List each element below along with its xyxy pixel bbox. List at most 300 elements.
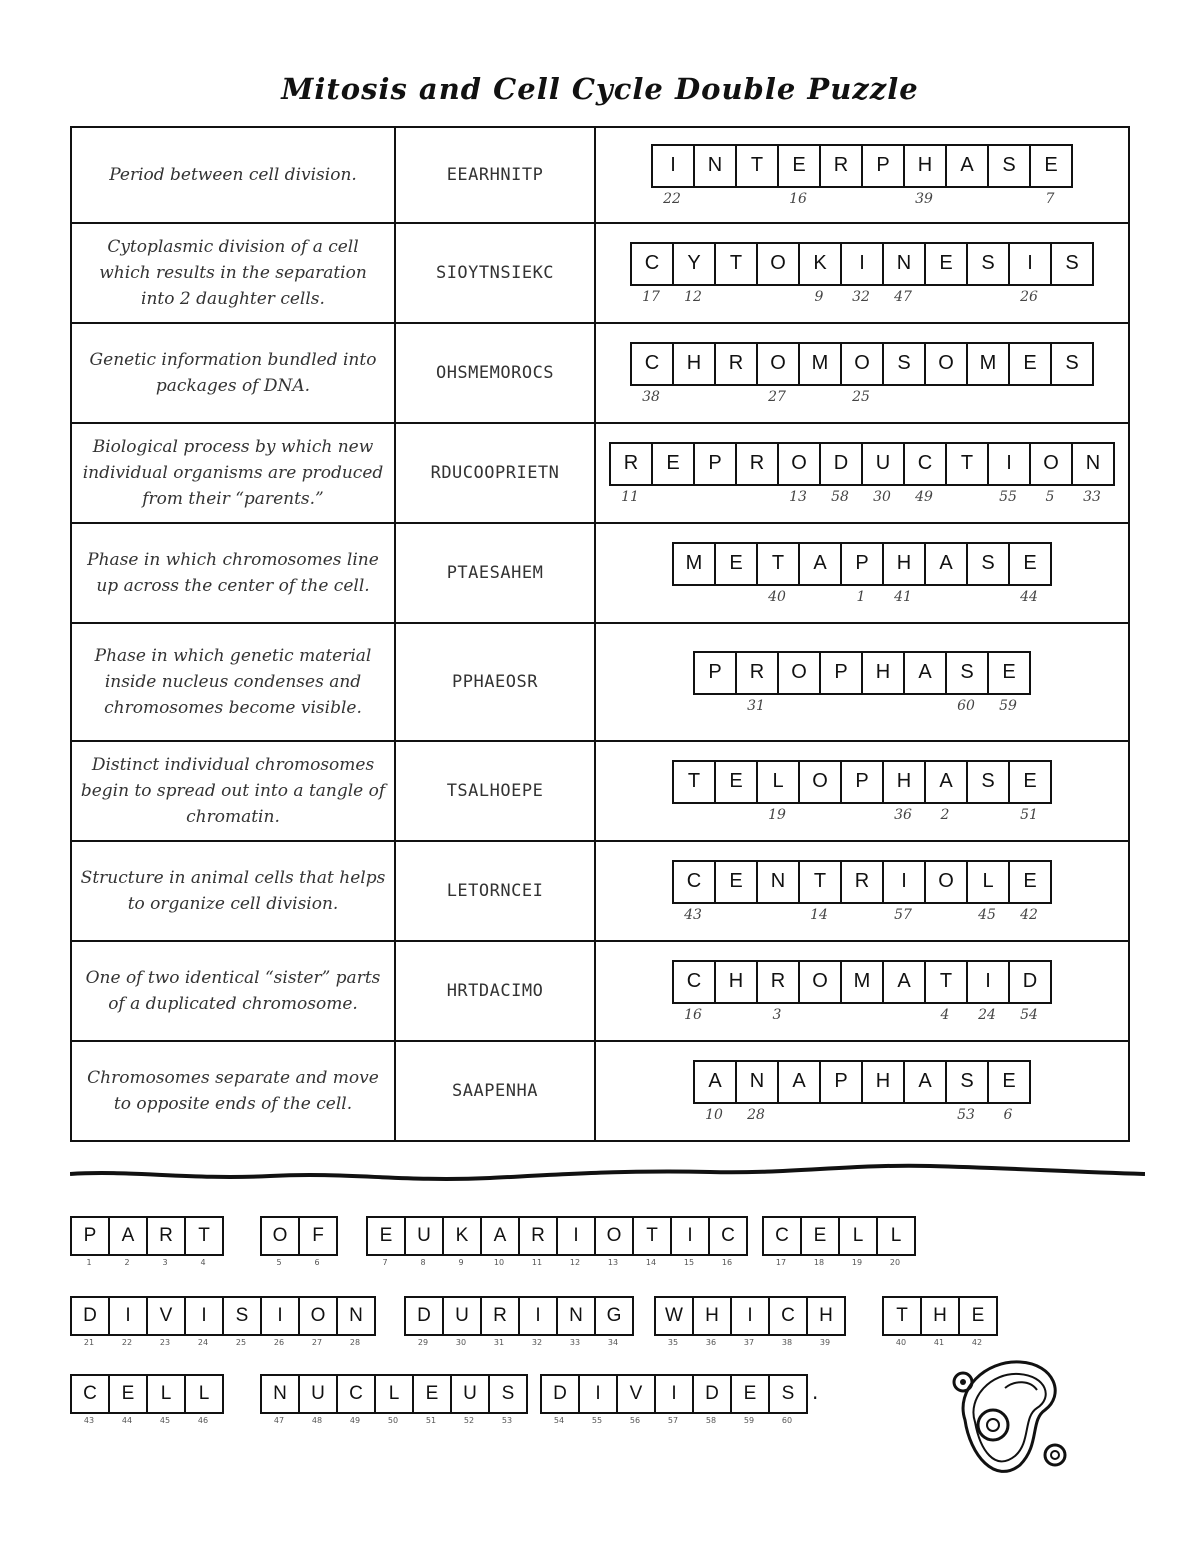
puzzle-row	[71, 323, 1129, 423]
letter-box[interactable]: H	[863, 1062, 905, 1102]
phrase-number: 7	[382, 1258, 388, 1267]
letter-box[interactable]: P	[695, 444, 737, 484]
phrase-letter-boxes	[260, 1216, 338, 1256]
letter-number	[840, 907, 882, 923]
letter-box[interactable]: P	[863, 146, 905, 186]
puzzle-row	[71, 223, 1129, 323]
puzzle-row	[71, 423, 1129, 523]
letter-number: 5	[1045, 488, 1055, 505]
scrambled-word: PTAESAHEM	[395, 523, 595, 623]
letter-number	[861, 191, 903, 207]
letter-box[interactable]: N	[737, 1062, 779, 1102]
phrase-letter-box[interactable]: E	[971, 1305, 985, 1326]
phrase-letter-box[interactable]: H	[922, 1298, 960, 1334]
phrase-number: 6	[314, 1258, 320, 1267]
phrase-letter-box[interactable]: V	[148, 1298, 186, 1334]
puzzle-row	[71, 741, 1129, 841]
phrase-letter-box[interactable]: O	[300, 1298, 338, 1334]
answer-cell	[595, 323, 1129, 423]
letter-number	[1050, 389, 1092, 405]
letter-box[interactable]: U	[863, 444, 905, 484]
letter-numbers	[651, 191, 1071, 207]
phrase-numbers	[70, 1338, 376, 1347]
letter-box[interactable]: C	[674, 862, 716, 902]
phrase-letter-box[interactable]: I	[732, 1298, 770, 1334]
phrase-letter-box[interactable]: N	[558, 1298, 596, 1334]
phrase-letter-box[interactable]: V	[618, 1376, 656, 1412]
letter-box[interactable]: O	[926, 344, 968, 384]
phrase-number: 23	[159, 1338, 171, 1347]
phrase-letter-box[interactable]: R	[520, 1218, 558, 1254]
phrase-number: 45	[159, 1416, 171, 1425]
phrase-number: 14	[645, 1258, 657, 1267]
letter-box[interactable]: M	[800, 344, 842, 384]
letter-number: 33	[1083, 488, 1101, 505]
letter-box[interactable]: O	[842, 344, 884, 384]
phrase-letter-box[interactable]: C	[338, 1376, 376, 1412]
letter-box[interactable]: A	[800, 544, 842, 584]
phrase-word	[70, 1296, 376, 1347]
phrase-letter-box[interactable]: L	[376, 1376, 414, 1412]
letter-box[interactable]: A	[779, 1062, 821, 1102]
phrase-letter-box[interactable]: S	[224, 1298, 262, 1334]
phrase-letter-box[interactable]: U	[444, 1298, 482, 1334]
letter-number: 38	[642, 388, 660, 405]
phrase-number: 42	[971, 1338, 983, 1347]
phrase-letter-box[interactable]: E	[368, 1218, 406, 1254]
letter-box[interactable]: R	[842, 862, 884, 902]
letter-number: 43	[684, 906, 702, 923]
letter-box[interactable]: O	[1031, 444, 1073, 484]
letter-number	[714, 589, 756, 605]
letter-number: 25	[852, 388, 870, 405]
phrase-numbers	[540, 1416, 808, 1425]
phrase-letter-box[interactable]: G	[606, 1305, 622, 1326]
clue-text: Genetic information bundled into packages of DNA.	[71, 323, 395, 423]
letter-box[interactable]: N	[1085, 452, 1101, 474]
phrase-number: 32	[531, 1338, 543, 1347]
letter-number: 60	[957, 697, 975, 714]
cell-illustration	[945, 1350, 1075, 1480]
letter-box[interactable]: H	[863, 653, 905, 693]
phrase-number: 34	[607, 1338, 619, 1347]
letter-box[interactable]: T	[758, 544, 800, 584]
phrase-word	[260, 1216, 338, 1267]
phrase-letter-box[interactable]: C	[72, 1376, 110, 1412]
letter-number	[798, 589, 840, 605]
letter-box[interactable]: L	[968, 862, 1010, 902]
letter-box[interactable]: C	[632, 344, 674, 384]
answer-cell	[595, 523, 1129, 623]
letter-box[interactable]: R	[821, 146, 863, 186]
letter-box[interactable]: I	[653, 146, 695, 186]
letter-box[interactable]: M	[842, 962, 884, 1002]
letter-number	[882, 1007, 924, 1023]
phrase-number: 49	[349, 1416, 361, 1425]
phrase-letter-box[interactable]: U	[406, 1218, 444, 1254]
phrase-letter-boxes	[260, 1374, 528, 1414]
phrase-letter-box[interactable]: I	[186, 1298, 224, 1334]
phrase-letter-box[interactable]: O	[262, 1218, 300, 1254]
phrase-number: 29	[417, 1338, 429, 1347]
letter-number: 16	[684, 1006, 702, 1023]
letter-box[interactable]: Y	[674, 244, 716, 284]
phrase-letter-box[interactable]: I	[656, 1376, 694, 1412]
letter-box[interactable]: S	[1065, 352, 1079, 374]
answer-word	[672, 860, 1052, 923]
phrase-letter-box[interactable]: C	[770, 1298, 808, 1334]
phrase-letter-box[interactable]: L	[148, 1376, 186, 1412]
letter-box[interactable]: O	[800, 962, 842, 1002]
letter-box[interactable]: P	[842, 544, 884, 584]
letter-box[interactable]: S	[1065, 252, 1079, 274]
letter-box[interactable]: N	[695, 146, 737, 186]
phrase-number: 55	[591, 1416, 603, 1425]
phrase-number: 10	[493, 1258, 505, 1267]
letter-number: 54	[1020, 1006, 1038, 1023]
answer-cell	[595, 941, 1129, 1041]
letter-number: 44	[1020, 588, 1038, 605]
letter-box[interactable]: A	[905, 1062, 947, 1102]
letter-number: 58	[831, 488, 849, 505]
phrase-letter-box[interactable]: E	[110, 1376, 148, 1412]
phrase-letter-box[interactable]: I	[672, 1218, 710, 1254]
answer-cell	[595, 223, 1129, 323]
phrase-word	[654, 1296, 846, 1347]
letter-box[interactable]: A	[947, 146, 989, 186]
phrase-number: 44	[121, 1416, 133, 1425]
phrase-number: 41	[933, 1338, 945, 1347]
letter-boxes	[651, 144, 1073, 188]
phrase-letter-box[interactable]: W	[656, 1298, 694, 1334]
letter-box[interactable]: A	[695, 1062, 737, 1102]
phrase-number: 52	[463, 1416, 475, 1425]
phrase-letter-boxes	[404, 1296, 634, 1336]
letter-box[interactable]: T	[800, 862, 842, 902]
letter-box[interactable]: E	[1023, 870, 1037, 892]
phrase-number: 39	[819, 1338, 831, 1347]
phrase-number: 19	[851, 1258, 863, 1267]
letter-number	[756, 907, 798, 923]
phrase-letter-box[interactable]: H	[694, 1298, 732, 1334]
clue-text: Phase in which genetic material inside nucleus condenses and chromosomes become visible.	[71, 623, 395, 741]
phrase-letter-box[interactable]: K	[444, 1218, 482, 1254]
letter-box[interactable]: A	[926, 762, 968, 802]
letter-box[interactable]: P	[821, 1062, 863, 1102]
answer-word	[630, 242, 1094, 305]
phrase-letter-box[interactable]: T	[198, 1225, 210, 1246]
phrase-letter-boxes	[762, 1216, 916, 1256]
answer-word	[672, 760, 1052, 823]
phrase-number: 9	[458, 1258, 464, 1267]
letter-box[interactable]: E	[1010, 344, 1052, 384]
phrase-letter-box[interactable]: U	[300, 1376, 338, 1412]
letter-box[interactable]: O	[758, 244, 800, 284]
phrase-number: 25	[235, 1338, 247, 1347]
letter-number	[861, 1107, 903, 1123]
letter-box[interactable]: T	[716, 244, 758, 284]
letter-number	[819, 698, 861, 714]
letter-box[interactable]: C	[674, 962, 716, 1002]
letter-box[interactable]: S	[947, 653, 989, 693]
answer-cell	[595, 841, 1129, 941]
letter-box[interactable]: R	[611, 444, 653, 484]
phrase-letter-box[interactable]: L	[198, 1383, 210, 1404]
letter-box[interactable]: C	[905, 444, 947, 484]
phrase-number: 1	[86, 1258, 92, 1267]
letter-box[interactable]: T	[674, 762, 716, 802]
letter-number	[735, 191, 777, 207]
letter-box[interactable]: H	[905, 146, 947, 186]
letter-box[interactable]: L	[758, 762, 800, 802]
letter-box[interactable]: S	[968, 244, 1010, 284]
letter-number	[672, 389, 714, 405]
letter-box[interactable]: I	[968, 962, 1010, 1002]
letter-number	[714, 1007, 756, 1023]
phrase-letter-box[interactable]: F	[312, 1225, 324, 1246]
letter-box[interactable]: S	[968, 544, 1010, 584]
letter-number	[945, 489, 987, 505]
letter-number: 42	[1020, 906, 1038, 923]
letter-box[interactable]: R	[737, 444, 779, 484]
letter-box[interactable]: M	[674, 544, 716, 584]
phrase-letter-box[interactable]: E	[802, 1218, 840, 1254]
answer-word	[672, 960, 1052, 1023]
letter-box[interactable]: N	[884, 244, 926, 284]
letter-box[interactable]: E	[1023, 770, 1037, 792]
phrase-letter-box[interactable]: I	[110, 1298, 148, 1334]
letter-number: 1	[856, 588, 866, 605]
letter-box[interactable]: A	[926, 544, 968, 584]
letter-box[interactable]: E	[779, 146, 821, 186]
phrase-letter-box[interactable]: P	[72, 1218, 110, 1254]
letter-box[interactable]: E	[1023, 552, 1037, 574]
letter-number	[714, 389, 756, 405]
phrase-number: 15	[683, 1258, 695, 1267]
letter-box[interactable]: E	[653, 444, 695, 484]
phrase-number: 56	[629, 1416, 641, 1425]
letter-numbers	[672, 589, 1050, 605]
letter-number: 7	[1045, 190, 1055, 207]
letter-number: 51	[1020, 806, 1038, 823]
letter-number	[1050, 289, 1092, 305]
answer-word	[609, 442, 1115, 505]
letter-number: 40	[768, 588, 786, 605]
letter-box[interactable]: P	[842, 762, 884, 802]
letter-number: 14	[810, 906, 828, 923]
phrase-letter-box[interactable]: I	[558, 1218, 596, 1254]
letter-box[interactable]: I	[884, 862, 926, 902]
phrase-letter-box[interactable]: A	[482, 1218, 520, 1254]
letter-box[interactable]: O	[779, 444, 821, 484]
phrase-number: 46	[197, 1416, 209, 1425]
letter-number: 49	[915, 488, 933, 505]
phrase-letter-box[interactable]: S	[781, 1383, 795, 1404]
letter-number	[924, 389, 966, 405]
clue-text: Cytoplasmic division of a cell which results in the separation into 2 daughter cells.	[71, 223, 395, 323]
letter-number	[651, 489, 693, 505]
letter-number: 30	[873, 488, 891, 505]
letter-box[interactable]: E	[716, 544, 758, 584]
letter-box[interactable]: O	[926, 862, 968, 902]
letter-number	[924, 589, 966, 605]
phrase-letter-box[interactable]: I	[262, 1298, 300, 1334]
phrase-letter-box[interactable]: S	[501, 1383, 515, 1404]
letter-box[interactable]: A	[905, 653, 947, 693]
phrase-letter-box[interactable]: U	[452, 1376, 490, 1412]
letter-box[interactable]: O	[779, 653, 821, 693]
letter-box[interactable]: E	[716, 862, 758, 902]
letter-number: 11	[621, 488, 639, 505]
letter-box[interactable]: D	[1022, 970, 1038, 992]
letter-box[interactable]: E	[1044, 154, 1058, 176]
letter-number: 19	[768, 806, 786, 823]
letter-box[interactable]: H	[884, 762, 926, 802]
puzzle-row	[71, 127, 1129, 223]
letter-box[interactable]: E	[716, 762, 758, 802]
letter-box[interactable]: S	[947, 1062, 989, 1102]
answer-cell	[595, 423, 1129, 523]
letter-box[interactable]: T	[926, 962, 968, 1002]
phrase-number: 30	[455, 1338, 467, 1347]
phrase-letter-box[interactable]: N	[349, 1305, 363, 1326]
letter-number: 26	[1020, 288, 1038, 305]
phrase-number: 33	[569, 1338, 581, 1347]
letter-box[interactable]: P	[821, 653, 863, 693]
letter-number	[945, 191, 987, 207]
phrase-letter-box[interactable]: T	[634, 1218, 672, 1254]
phrase-letter-box[interactable]: T	[884, 1298, 922, 1334]
letter-boxes	[672, 760, 1052, 804]
phrase-letter-box[interactable]: I	[580, 1376, 618, 1412]
letter-numbers	[672, 907, 1050, 923]
letter-box[interactable]: E	[1002, 1070, 1016, 1092]
letter-number	[735, 489, 777, 505]
clue-text: Period between cell division.	[71, 127, 395, 223]
letter-box[interactable]: T	[947, 444, 989, 484]
phrase-numbers	[762, 1258, 916, 1267]
letter-box[interactable]: H	[674, 344, 716, 384]
letter-box[interactable]: A	[884, 962, 926, 1002]
letter-number	[966, 807, 1008, 823]
phrase-number: 8	[420, 1258, 426, 1267]
clue-text: Distinct individual chromosomes begin to spread out into a tangle of chromatin.	[71, 741, 395, 841]
letter-number	[672, 589, 714, 605]
letter-boxes	[672, 960, 1052, 1004]
letter-number	[924, 907, 966, 923]
phrase-letter-box[interactable]: D	[406, 1298, 444, 1334]
letter-box[interactable]: T	[737, 146, 779, 186]
phrase-letter-box[interactable]: D	[694, 1376, 732, 1412]
phrase-letter-box[interactable]: E	[732, 1376, 770, 1412]
letter-box[interactable]: S	[989, 146, 1031, 186]
answer-cell	[595, 127, 1129, 223]
letter-box[interactable]: H	[716, 962, 758, 1002]
letter-box[interactable]: I	[842, 244, 884, 284]
letter-box[interactable]: O	[758, 344, 800, 384]
letter-box[interactable]: R	[758, 962, 800, 1002]
phrase-number: 21	[83, 1338, 95, 1347]
phrase-number: 53	[501, 1416, 513, 1425]
phrase-numbers	[260, 1258, 338, 1267]
letter-box[interactable]: C	[632, 244, 674, 284]
phrase-letter-box[interactable]: R	[148, 1218, 186, 1254]
phrase-letter-box[interactable]: H	[819, 1305, 833, 1326]
letter-number	[966, 289, 1008, 305]
letter-numbers	[672, 1007, 1050, 1023]
letter-number: 31	[747, 697, 765, 714]
phrase-letter-box[interactable]: C	[764, 1218, 802, 1254]
scrambled-word: SAAPENHA	[395, 1041, 595, 1141]
phrase-letter-box[interactable]: L	[890, 1225, 902, 1246]
phrase-letter-box[interactable]: L	[840, 1218, 878, 1254]
letter-box[interactable]: R	[716, 344, 758, 384]
letter-number: 39	[915, 190, 933, 207]
letter-box[interactable]: D	[821, 444, 863, 484]
letter-box[interactable]: R	[737, 653, 779, 693]
letter-number: 55	[999, 488, 1017, 505]
letter-box[interactable]: E	[926, 244, 968, 284]
phrase-number: 12	[569, 1258, 581, 1267]
phrase-number: 5	[276, 1258, 282, 1267]
letter-box[interactable]: I	[989, 444, 1031, 484]
letter-box[interactable]: I	[1010, 244, 1052, 284]
letter-box[interactable]: H	[884, 544, 926, 584]
scrambled-word: RDUCOOPRIETN	[395, 423, 595, 523]
answer-cell	[595, 1041, 1129, 1141]
phrase-letter-box[interactable]: R	[482, 1298, 520, 1334]
phrase-number: 48	[311, 1416, 323, 1425]
phrase-letter-box[interactable]: D	[72, 1298, 110, 1334]
phrase-number: 28	[349, 1338, 361, 1347]
phrase-number: 51	[425, 1416, 437, 1425]
letter-number	[903, 1107, 945, 1123]
letter-box[interactable]: M	[968, 344, 1010, 384]
phrase-letter-boxes	[70, 1374, 224, 1414]
letter-number	[987, 191, 1029, 207]
letter-box[interactable]: S	[884, 344, 926, 384]
phrase-letter-box[interactable]: I	[520, 1298, 558, 1334]
phrase-letter-box[interactable]: C	[721, 1225, 735, 1246]
phrase-numbers	[404, 1338, 634, 1347]
letter-box[interactable]: P	[695, 653, 737, 693]
letter-number: 45	[978, 906, 996, 923]
letter-number: 28	[747, 1106, 765, 1123]
phrase-letter-box[interactable]: O	[596, 1218, 634, 1254]
phrase-word	[404, 1296, 634, 1347]
letter-number	[714, 807, 756, 823]
letter-number	[714, 907, 756, 923]
letter-number	[798, 389, 840, 405]
phrase-letter-boxes	[70, 1296, 376, 1336]
letter-box[interactable]: S	[968, 762, 1010, 802]
letter-box[interactable]: K	[800, 244, 842, 284]
letter-box[interactable]: N	[758, 862, 800, 902]
phrase-number: 20	[889, 1258, 901, 1267]
letter-number: 4	[940, 1006, 950, 1023]
phrase-letter-box[interactable]: N	[262, 1376, 300, 1412]
phrase-letter-box[interactable]: D	[542, 1376, 580, 1412]
phrase-letter-box[interactable]: A	[110, 1218, 148, 1254]
letter-number: 10	[705, 1106, 723, 1123]
letter-number	[693, 698, 735, 714]
letter-box[interactable]: E	[1002, 661, 1016, 683]
letter-numbers	[672, 807, 1050, 823]
phrase-letter-box[interactable]: E	[414, 1376, 452, 1412]
letter-number: 57	[894, 906, 912, 923]
letter-box[interactable]: O	[800, 762, 842, 802]
phrase-word	[762, 1216, 916, 1267]
